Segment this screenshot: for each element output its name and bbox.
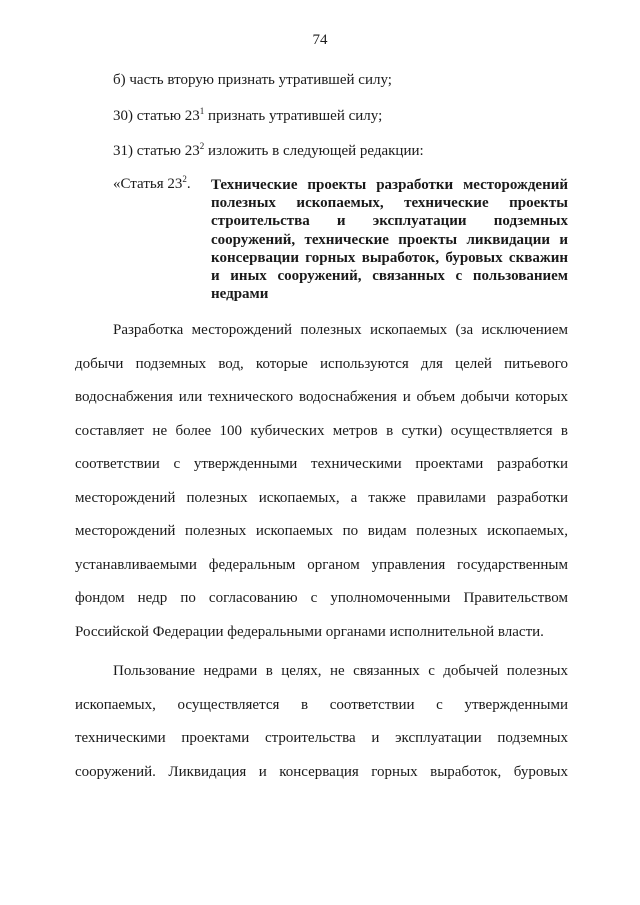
list-item-30-prefix: 30) статью 23 — [113, 108, 200, 124]
article-heading: Технические проекты разработки месторождений полезных ископаемых, технические проекты строительства и эксплуатации подземных сооружений, технические проекты ликвидации и консервации горных выработок, буровых скважин и иных сооружений, связанных с пользованием недрами — [211, 177, 568, 303]
list-item-30-suffix: признать утратившей силу; — [204, 108, 383, 124]
article-label-suffix: . — [186, 176, 191, 192]
page-number: 74 — [312, 32, 328, 48]
list-item-30-superscript: 1 — [199, 106, 205, 116]
list-item-31-prefix: 31) статью 23 — [113, 143, 200, 159]
list-item-31-suffix: изложить в следующей редакции: — [204, 143, 424, 159]
body-paragraph-2: Пользование недрами в целях, не связанных с добычей полезных ископаемых, осуществляется в соответствии с утвержденными техническими проектами строительства и эксплуатации подземных сооружений. Ликвидация и консервация горных выработок, буровых — [75, 663, 568, 780]
list-item-b: б) часть вторую признать утратившей силу; — [113, 72, 392, 88]
article-label-prefix: «Статья 23 — [113, 176, 183, 192]
article-label-superscript: 2 — [182, 174, 187, 184]
list-item-31-superscript: 2 — [199, 141, 205, 151]
list-item-31 — [113, 143, 424, 160]
article-label — [113, 176, 191, 193]
body-paragraph-1: Разработка месторождений полезных ископаемых (за исключением добычи подземных вод, которые используются для целей питьевого водоснабжения или технического водоснабжения и объем добычи которых составляет не более 100 кубических метров в сутки) осуществляется в соответствии с утвержденными техническими проектами разработки месторождений полезных ископаемых, а также правилами разработки месторождений полезных ископаемых по видам полезных ископаемых, устанавливаемыми федеральным органом управления государственным фондом недр по согласованию с уполномоченными Правительством Российской Федерации федеральными органами исполнительной власти. — [75, 322, 568, 640]
list-item-30 — [113, 108, 382, 125]
